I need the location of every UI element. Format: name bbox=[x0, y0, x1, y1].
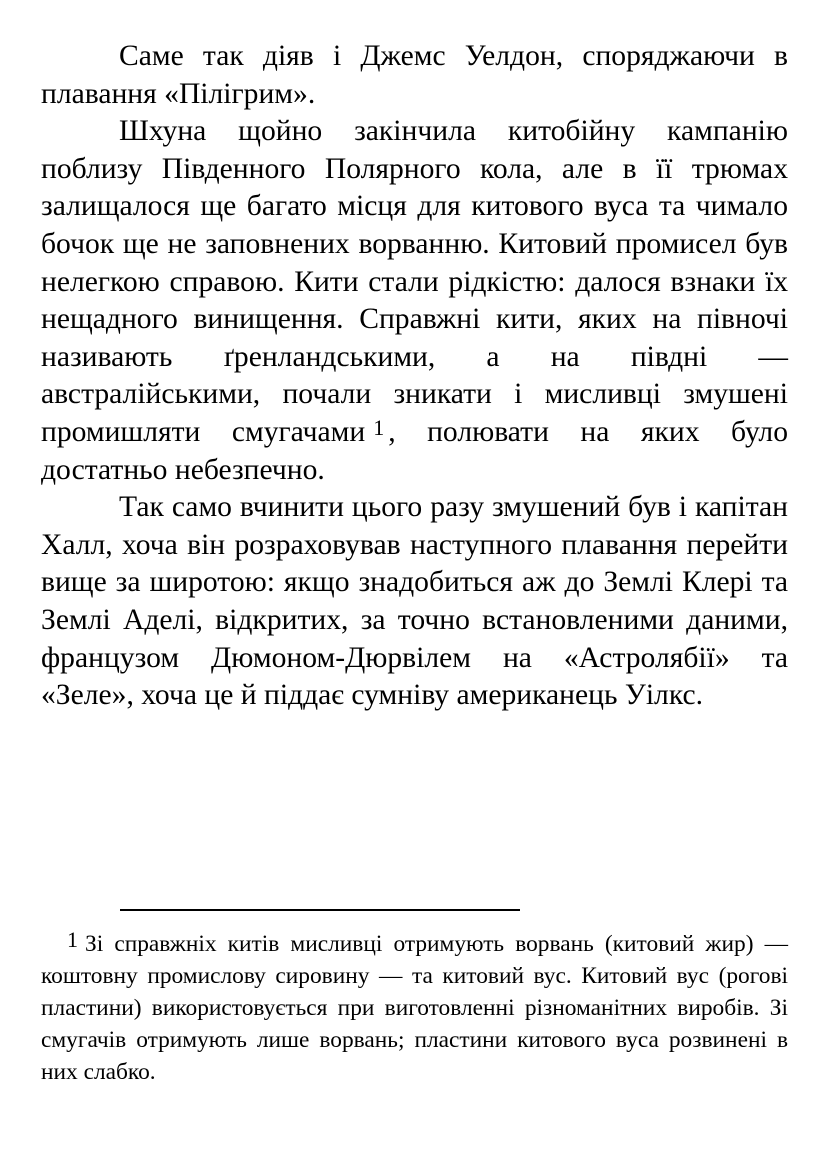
footnote-number: 1 bbox=[67, 927, 78, 952]
paragraph-3: Так само вчинити цього разу змушений був і капітан Халл, хоча він розраховував наступного плавання перейти вище за широтою: якщо знадобиться аж до Землі Клері та Землі Аделі, відкритих, за точно встановленими даними, французом Дюмоном-Дюрвілем на «Астролябії» та «Зеле», хоча це й піддає сумніву американець Уілкс. bbox=[41, 491, 788, 712]
footnote-separator bbox=[120, 909, 520, 911]
paragraph-2 bbox=[41, 113, 788, 489]
paragraph-1: Саме так діяв і Джемс Уелдон, споряджаючи в плавання «Пілігрим». bbox=[41, 40, 788, 110]
document-page bbox=[41, 38, 788, 1085]
paragraph-2-text: Шхуна щойно закінчила китобійну кампанію поблизу Південного Полярного кола, але в її трюмах залищалося ще багато місця для китового вуса та чимало бочок ще не заповнених ворванню. Китовий промисел був нелегкою справою. Кити стали рідкістю: далося взнаки їх нещадного винищення. Справжні кити, яких на півночі називають ґренландськими, а на півдні — австралійськими, почали зникати і мисливці змушені промишляти смугачами bbox=[41, 115, 788, 448]
paragraph-2-text-end: , полювати на яких було достатньо небезпечно. bbox=[41, 415, 788, 486]
main-text bbox=[41, 38, 788, 715]
footnote bbox=[41, 928, 788, 1088]
footnote-reference: 1 bbox=[373, 414, 385, 440]
footnote-text: Зі справжніх китів мисливці отримують ворвань (китовий жир) — коштовну промислову сировину — та китовий вус. Китовий вус (рогові пластини) використовується при виготовленні різноманітних виробів. Зі смугачів отримують лише ворвань; пластини китового вуса розвинені в них слабко. bbox=[41, 931, 788, 1085]
